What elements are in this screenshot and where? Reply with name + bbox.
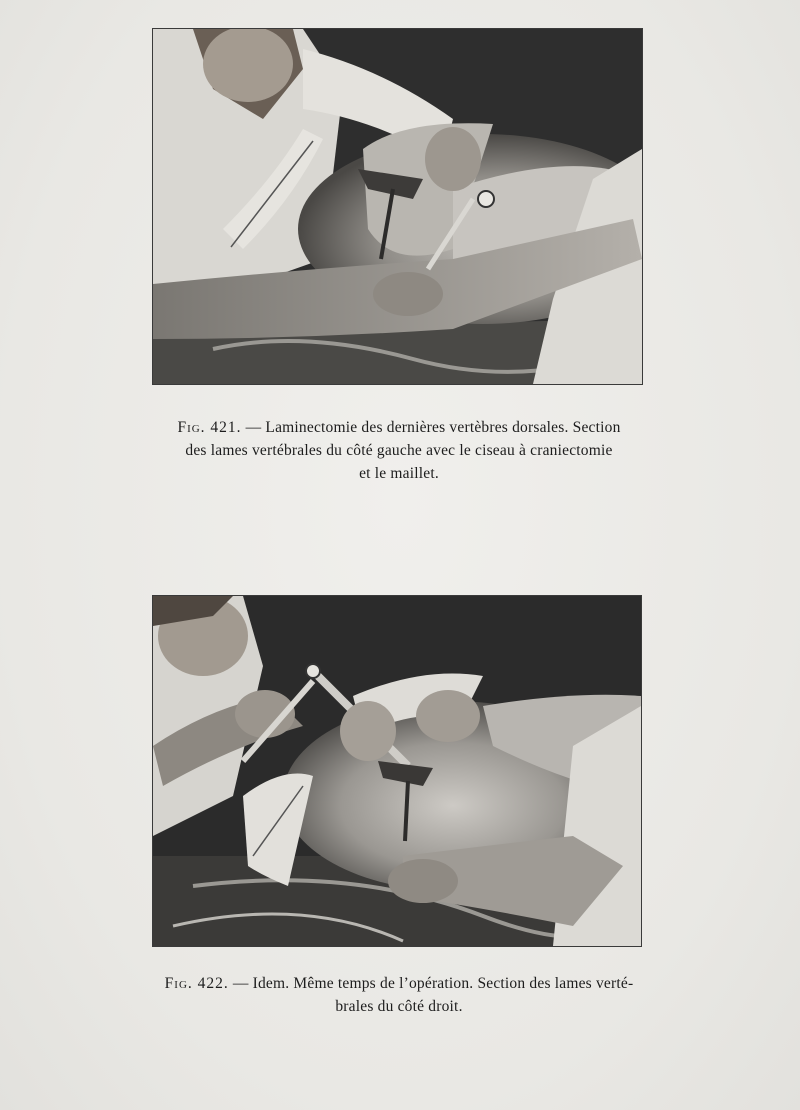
caption-line (116, 416, 682, 439)
figure-label: Fig. 422. (164, 975, 229, 992)
caption-text: — Laminectomie des dernières vertèbres dorsales. Section (245, 419, 621, 436)
caption-line (116, 972, 682, 995)
surgery-photo-fig-421 (153, 29, 642, 384)
caption-text: — Idem. Même temps de l’opération. Section des lames verté- (232, 975, 634, 992)
caption-line: des lames vertébrales du côté gauche avec le ciseau à craniectomie (185, 442, 613, 459)
caption-fig-422 (116, 972, 682, 1018)
photo-illustration (153, 596, 641, 946)
caption-fig-421 (116, 416, 682, 485)
caption-line: brales du côté droit. (335, 998, 463, 1015)
surgery-photo-fig-422 (153, 596, 641, 946)
photo-illustration (153, 29, 642, 384)
figure-label: Fig. 421. (177, 419, 242, 436)
caption-line: et le maillet. (359, 465, 439, 482)
